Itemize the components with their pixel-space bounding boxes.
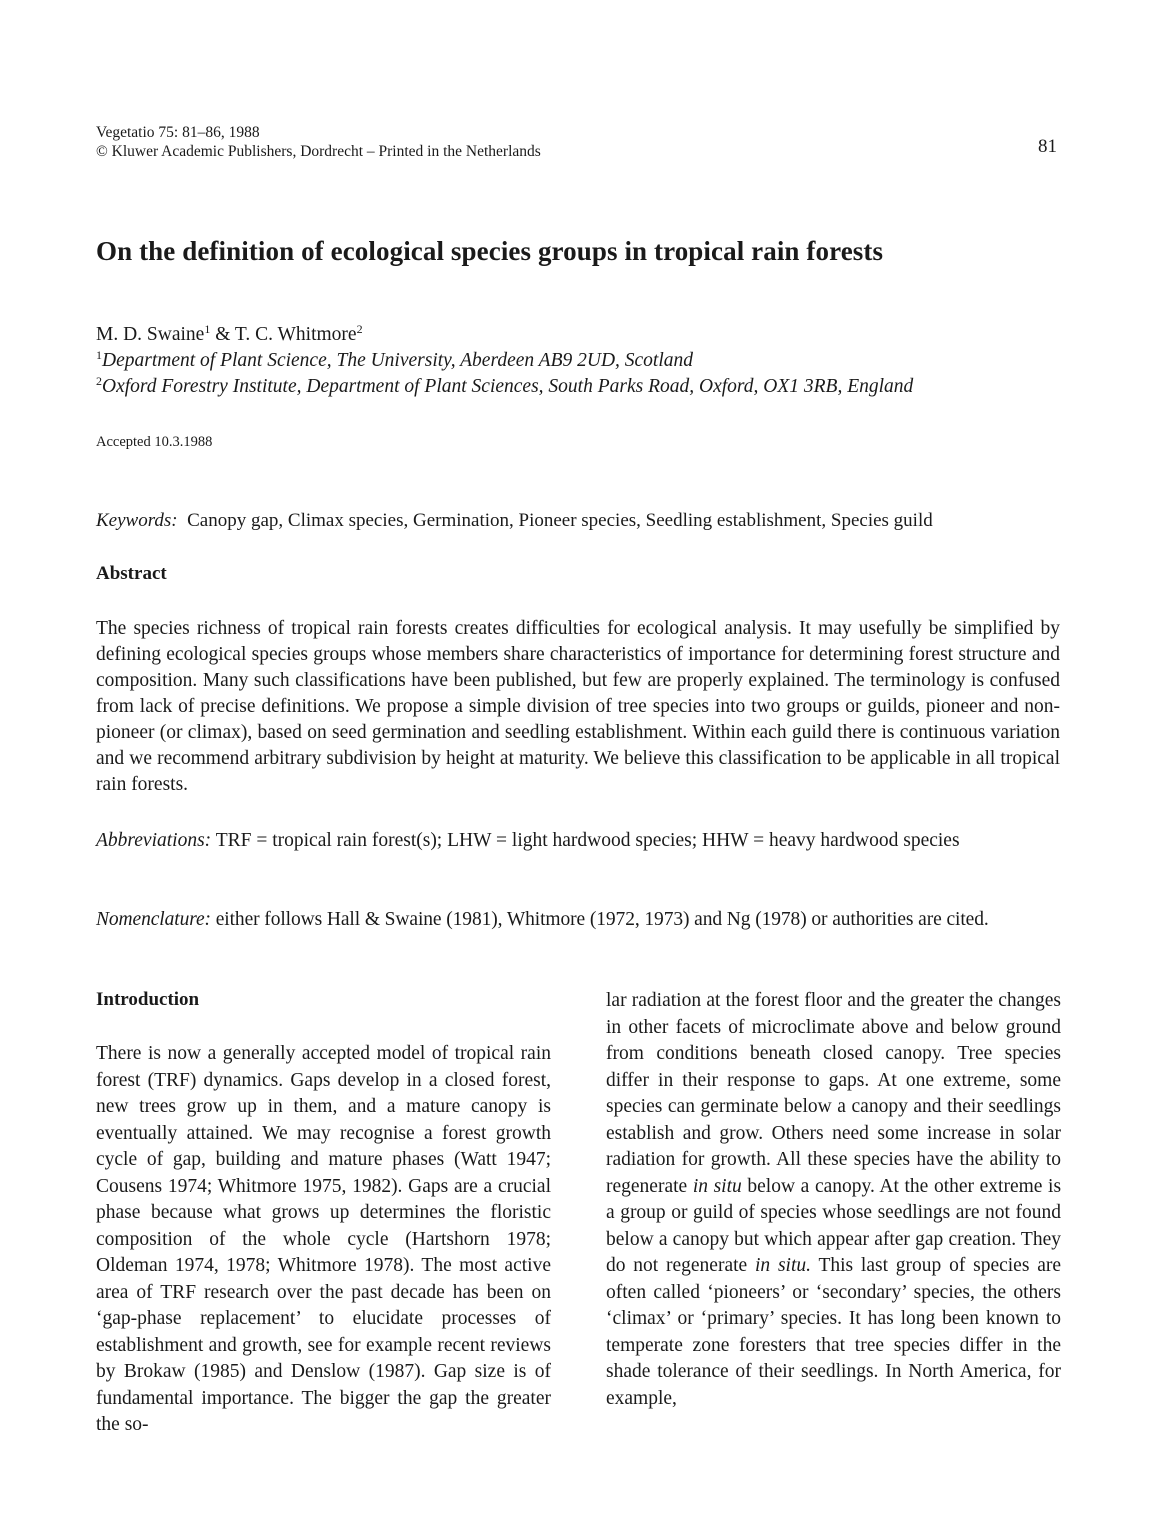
affiliation-text: Department of Plant Science, The University, Aberdeen AB9 2UD, Scotland	[102, 350, 694, 371]
abbreviations-label: Abbreviations:	[96, 830, 212, 851]
author-name: T. C. Whitmore	[234, 324, 357, 345]
body-text: This last group of species are often called ‘pioneers’ or ‘secondary’ species, the others ‘climax’ or ‘primary’ species. It has long been known to temperate zone foresters that tree species differ in the shade tolerance of their seedlings. In North America, for example,	[606, 1255, 1062, 1409]
affiliation	[96, 348, 913, 374]
introduction-heading: Introduction	[96, 989, 200, 1010]
author-block	[96, 322, 913, 400]
nomenclature-text: either follows Hall & Swaine (1981), Whitmore (1972, 1973) and Ng (1978) or authorities are cited.	[215, 909, 989, 930]
page-number: 81	[1038, 136, 1057, 157]
affiliation-marker: 2	[356, 322, 363, 336]
publisher-line: © Kluwer Academic Publishers, Dordrecht – Printed in the Netherlands	[96, 143, 541, 160]
abstract-heading: Abstract	[96, 563, 167, 584]
body-column-left: There is now a generally accepted model of tropical rain forest (TRF) dynamics. Gaps develop in a closed forest, new trees grow up in them, and a mature canopy is eventually attained. We may recognise a forest growth cycle of gap, building and mature phases (Watt 1947; Cousens 1974; Whitmore 1975, 1982). Gaps are a crucial phase because what grows up determines the floristic composition of the whole cycle (Hartshorn 1978; Oldeman 1974, 1978; Whitmore 1978). The most active area of TRF research over the past decade has been on ‘gap-phase replacement’ to elucidate processes of establishment and growth, see for example recent reviews by Brokaw (1985) and Denslow (1987). Gap size is of fundamental importance. The bigger the gap the greater the so-	[96, 1043, 551, 1435]
body-text: lar radiation at the forest floor and the greater the changes in other facets of microclimate above and below ground from conditions beneath closed canopy. Tree species differ in their response to gaps. At one extreme, some species can germinate below a canopy and their seedlings establish and grow. Others need some increase in solar radiation for growth. All these species have the ability to regenerate	[606, 990, 1061, 1197]
abbreviations	[96, 828, 1060, 854]
keywords	[96, 510, 1061, 532]
affiliation	[96, 374, 913, 400]
nomenclature	[96, 907, 1066, 933]
italic-term: in situ.	[754, 1255, 811, 1276]
abstract-text: The species richness of tropical rain forests creates difficulties for ecological analysis. It may usefully be simplified by defining ecological species groups whose members share characteristics of importance for determining forest structure and composition. Many such classifications have been published, but few are properly explained. The terminology is confused from lack of precise definitions. We propose a simple division of tree species into two groups or guilds, pioneer and non-pioneer (or climax), based on seed germination and seedling establishment. Within each guild there is continuous variation and we recommend arbitrary subdivision by height at maturity. We believe this classification to be applicable in all tropical rain forests.	[96, 618, 1060, 795]
affiliation-marker: 1	[204, 322, 211, 336]
accepted-date: Accepted 10.3.1988	[96, 434, 213, 450]
author-line	[96, 322, 913, 348]
affiliation-text: Oxford Forestry Institute, Department of Plant Sciences, South Parks Road, Oxford, OX1 3RB, England	[102, 376, 914, 397]
nomenclature-label: Nomenclature:	[96, 909, 211, 930]
keywords-text: Canopy gap, Climax species, Germination, Pioneer species, Seedling establishment, Species guild	[187, 510, 933, 531]
author-separator: &	[210, 324, 235, 345]
author-name: M. D. Swaine	[96, 324, 205, 345]
body-column-right	[606, 988, 1061, 1412]
affiliation-marker: 1	[96, 348, 102, 362]
paper-title: On the definition of ecological species groups in tropical rain forests	[96, 236, 884, 266]
body-text: below a canopy. At the other extreme is a group or guild of species whose seedlings are not found below a canopy but which appear after gap creation. They do not regenerate	[606, 1175, 1062, 1276]
abbreviations-text: TRF = tropical rain forest(s); LHW = light hardwood species; HHW = heavy hardwood species	[215, 830, 960, 851]
keywords-label: Keywords:	[96, 510, 178, 531]
journal-citation: Vegetatio 75: 81–86, 1988	[96, 124, 260, 141]
affiliation-marker: 2	[96, 374, 102, 388]
italic-term: in situ	[692, 1175, 742, 1197]
journal-header	[96, 123, 541, 161]
